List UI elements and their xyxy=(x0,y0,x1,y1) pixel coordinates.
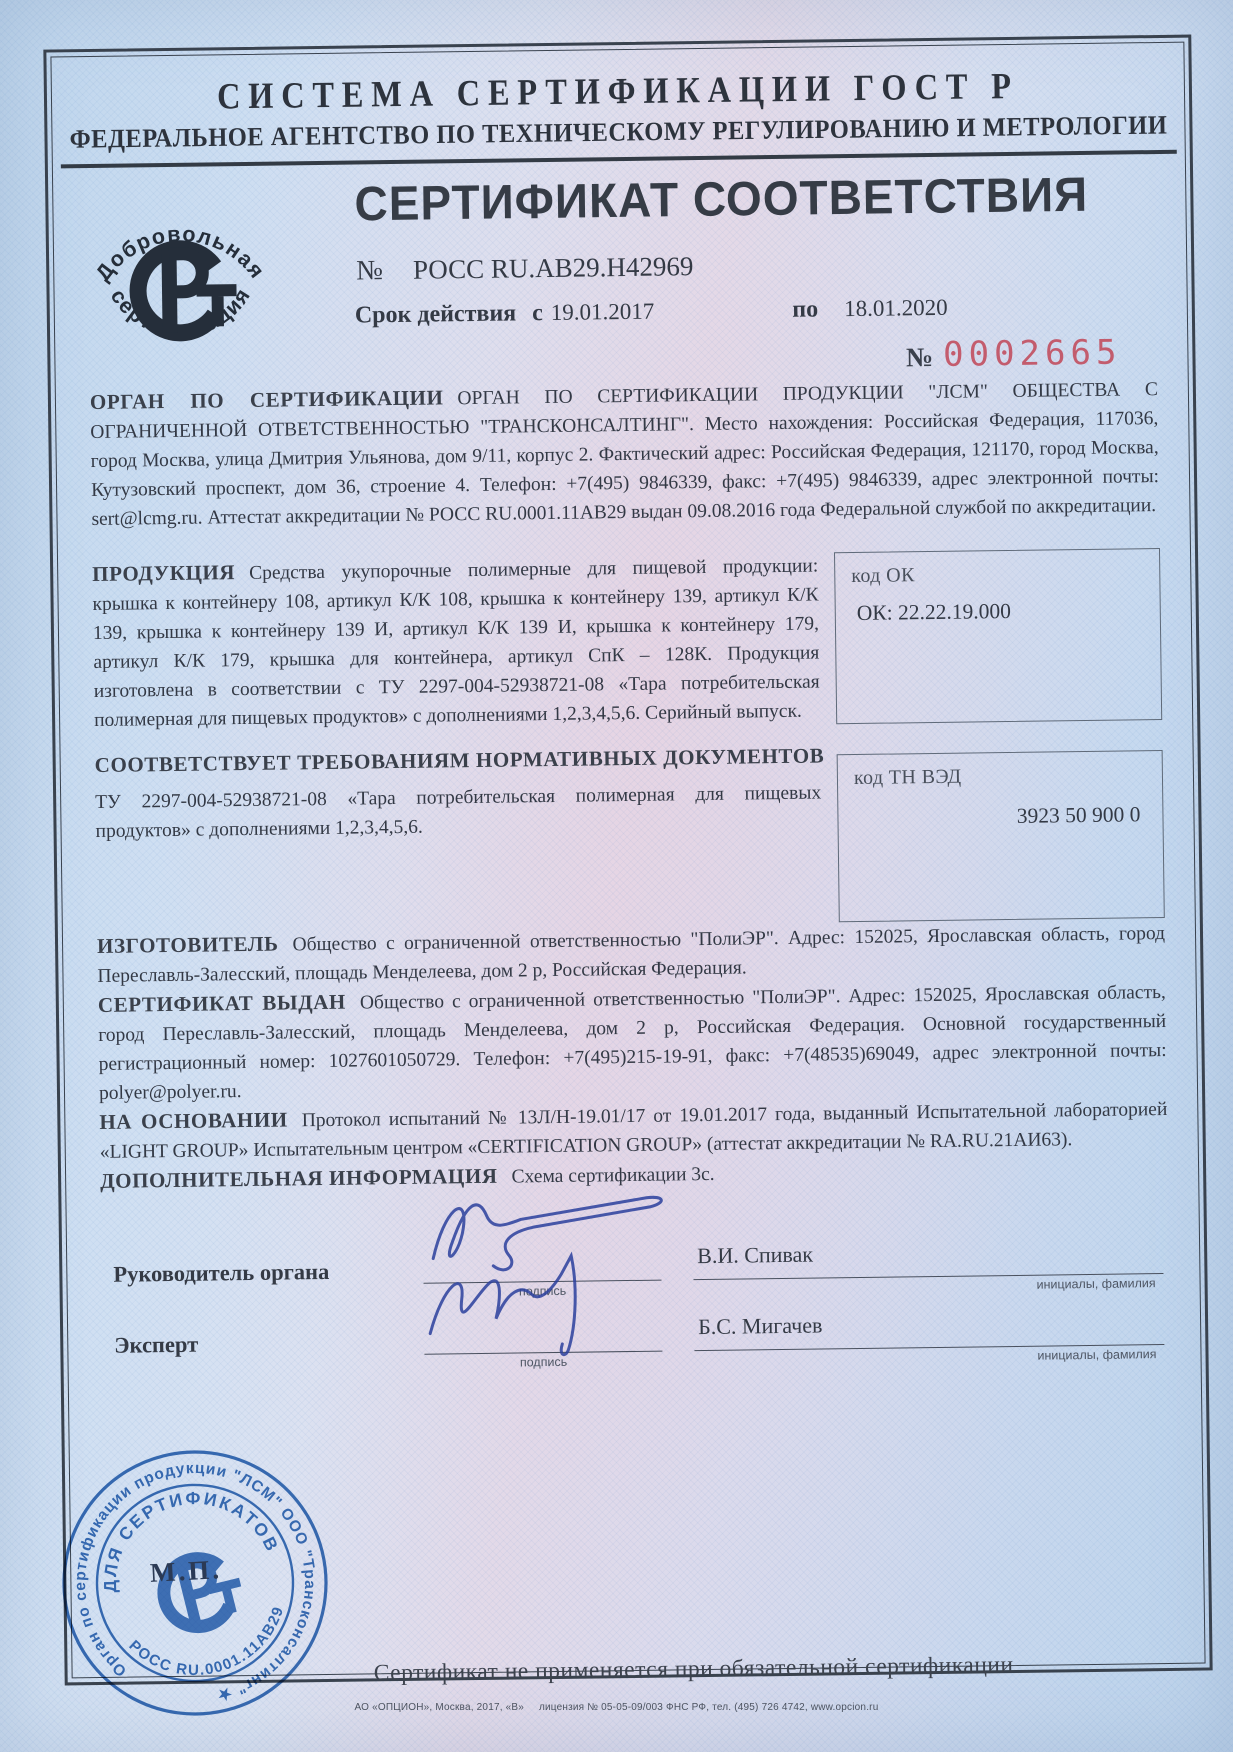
certificate-body xyxy=(56,373,1201,1369)
serial-number-row xyxy=(906,332,1122,375)
certificate-number-row xyxy=(356,244,1186,287)
stamp-place-label: М.П. xyxy=(149,1554,223,1588)
signature-name-head xyxy=(693,1237,1163,1292)
section-heading-compliance: СООТВЕТСТВУЕТ ТРЕБОВАНИЯМ НОРМАТИВНЫХ ДОКУМЕНТОВ xyxy=(94,742,825,777)
name-caption-head: инициалы, фамилия xyxy=(1036,1275,1156,1292)
rst-voluntary-certification-logo xyxy=(79,189,282,392)
section-issued-to xyxy=(98,976,1167,1107)
svg-text:РОСС RU.0001.11АВ29 xyxy=(123,1600,299,1696)
signature-line-expert xyxy=(424,1314,662,1369)
validity-row xyxy=(355,291,1187,329)
section-text-issued: Общество с ограниченной ответственностью "ПолиЭР". Адрес: 152025, Ярославская область, город Переславль-Залесский, площадь Менделеева, дом 2 р, Российская Федерация. Основной государственный регистрационный номер: 1027601050729. Телефон: +7(495)215-19-91, факс: +7(48535)69049, адрес электронной почты: polyer@polyer.ru. xyxy=(98,981,1167,1104)
ok-code-label: код ОК xyxy=(851,563,915,587)
validity-label: Срок действия xyxy=(354,299,517,329)
signature-role-expert: Эксперт xyxy=(114,1331,199,1358)
mandatory-certification-note: Сертификат не применяется при обязательной сертификации xyxy=(373,1652,1014,1687)
validity-to-label: по xyxy=(792,295,819,323)
certificate-title: СЕРТИФИКАТ СООТВЕТСТВИЯ xyxy=(354,166,1089,231)
logo-top-arc-text: Добровольная xyxy=(90,221,270,285)
expert-name: Б.С. Мигачев xyxy=(697,1311,823,1339)
serial-number: 0002665 xyxy=(942,331,1122,375)
tnved-code-box xyxy=(837,749,1165,921)
printing-house-info: АО «ОПЦИОН», Москва, 2017, «В» лицензия № 05-05-09/003 ФНС РФ, тел. (495) 726 4742, www.opcion.ru xyxy=(354,1702,879,1713)
system-title: СИСТЕМА СЕРТИФИКАЦИИ ГОСТ Р xyxy=(216,66,1020,118)
section-compliance xyxy=(95,738,1165,931)
section-text-basis: Протокол испытаний № 13Л/Н-19.01/17 от 19.01.2017 года, выданный Испытательной лабораторией «LIGHT GROUP» Испытательным центром «CERTIFICATION GROUP» (аттестат аккредитации № RA.RU.21АИ63). xyxy=(99,1098,1168,1163)
signature-name-expert xyxy=(694,1308,1164,1363)
number-sign: № xyxy=(356,254,384,287)
ok-code-value: ОК: 22.22.19.000 xyxy=(856,598,1012,625)
ok-code-box xyxy=(834,548,1162,724)
product-paragraph xyxy=(92,550,820,734)
compliance-paragraph: ТУ 2297-004-52938721-08 «Тара потребительская полимерная для пищевых продуктов» с дополнениями 1,2,3,4,5,6. xyxy=(95,781,822,842)
serial-number-sign: № xyxy=(905,341,934,372)
section-heading-product: ПРОДУКЦИЯ xyxy=(92,559,236,586)
signature-caption-head: подпись xyxy=(518,1283,567,1298)
certificate-head xyxy=(53,165,1188,388)
tnved-code-label: код ТН ВЭД xyxy=(853,765,962,789)
validity-from-date: 19.01.2017 xyxy=(550,298,655,325)
section-certification-body xyxy=(90,374,1160,534)
stamp-inner-top-text: ДЛЯ СЕРТИФИКАТОВ xyxy=(99,1487,284,1593)
tnved-code-value: 3923 50 900 0 xyxy=(1016,801,1141,828)
validity-to-date: 18.01.2020 xyxy=(843,294,948,321)
section-text-additional: Схема сертификации 3с. xyxy=(511,1163,715,1188)
signature-role-head: Руководитель органа xyxy=(113,1258,330,1287)
logo-bottom-arc-text: сертификация xyxy=(105,282,256,342)
section-heading-manufacturer: ИЗГОТОВИТЕЛЬ xyxy=(96,931,279,958)
stamp-outer-ring-text: Орган по сертификации продукции "ЛСМ" ООО "Трансконсалтинг" ★ xyxy=(71,1459,319,1704)
agency-title: ФЕДЕРАЛЬНОЕ АГЕНТСТВО ПО ТЕХНИЧЕСКОМУ РЕГУЛИРОВАНИЮ И МЕТРОЛОГИИ xyxy=(69,110,1168,155)
name-caption-expert: инициалы, фамилия xyxy=(1037,1346,1157,1363)
section-heading-basis: НА ОСНОВАНИИ xyxy=(99,1106,288,1134)
validity-from-label: с xyxy=(532,299,543,326)
section-product xyxy=(92,546,1162,735)
section-text-organ: ОРГАН ПО СЕРТИФИКАЦИИ ПРОДУКЦИИ "ЛСМ" ОБЩЕСТВА С ОГРАНИЧЕННОЙ ОТВЕТСТВЕННОСТЬЮ "ТРАНСКОНСАЛТИНГ". Место нахождения: Российская Федерация, 117036, город Москва, улица Дмитрия Ульянова, дом 9/11, корпус 2. Фактический адрес: Российская Федерация, 121170, город Москва, Кутузовский проспект, дом 36, строение 4. Телефон: +7(495) 9846339, факс: +7(495) 9846339, адрес электронной почты: sert@lcmg.ru. Аттестат аккредитации № РОСС RU.0001.11АВ29 выдан 09.08.2016 года Федеральной службой по аккредитации. xyxy=(90,378,1160,530)
section-heading-issued: СЕРТИФИКАТ ВЫДАН xyxy=(97,989,347,1017)
document-frame-inner xyxy=(50,42,1205,1687)
stamp-inner-bottom-text: РОСС RU.0001.11АВ29 xyxy=(125,1603,288,1680)
section-text-product: Средства укупорочные полимерные для пищевой продукции: крышка к контейнеру 108, артикул К/К 108, крышка к контейнеру 139, артикул К/К 139, крышка к контейнеру 139 И, артикул К/К 139 И, крышка к контейнеру 179, артикул К/К 179, крышка для контейнера, артикул СпК – 128К. Продукция изготовлена в соответствии с ТУ 2297-004-52938721-08 «Тара потребительская полимерная для пищевых продуктов» с дополнениями 1,2,3,4,5,6. Серийный выпуск. xyxy=(92,554,820,731)
section-heading-additional: ДОПОЛНИТЕЛЬНАЯ ИНФОРМАЦИЯ xyxy=(99,1163,498,1193)
section-heading-organ: ОРГАН ПО СЕРТИФИКАЦИИ xyxy=(89,384,444,414)
expert-signature-ink xyxy=(409,1240,681,1364)
section-text-manufacturer: Общество с ограниченной ответственностью "ПолиЭР". Адрес: 152025, Ярославская область, город Переславль-Залесский, площадь Менделеева, дом 2 р, Российская Федерация. xyxy=(97,922,1166,987)
signature-row-expert xyxy=(108,1308,1164,1369)
head-name: В.И. Спивак xyxy=(697,1241,814,1268)
compliance-row xyxy=(95,765,1165,931)
signature-caption-expert: подпись xyxy=(519,1354,568,1369)
certificate-number: РОСС RU.АВ29.Н42969 xyxy=(412,250,694,285)
